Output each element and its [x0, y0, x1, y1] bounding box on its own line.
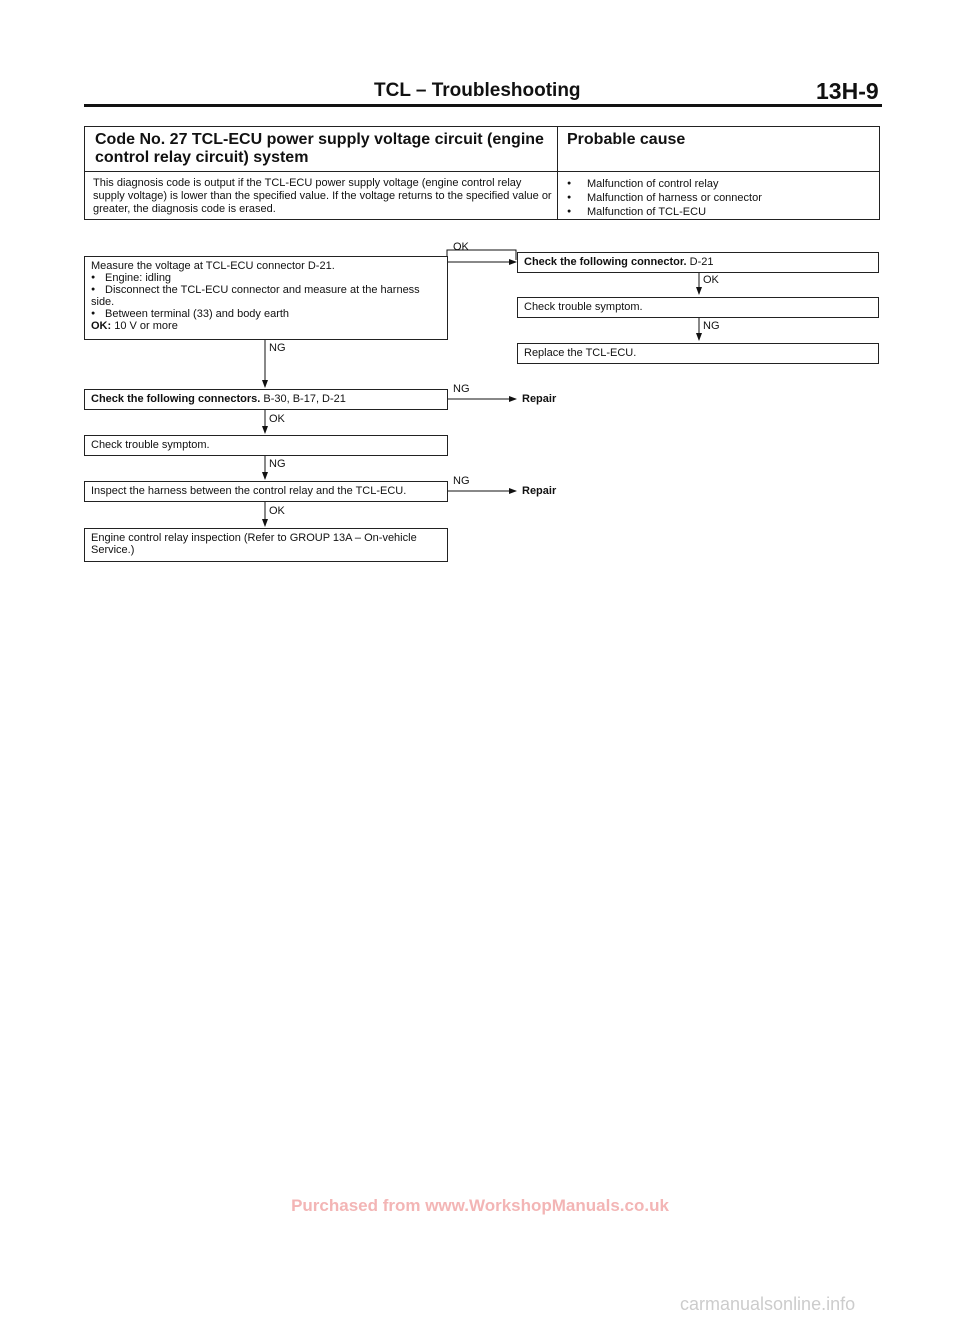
check-connectors-box [84, 389, 448, 410]
measure-conditions [91, 272, 441, 320]
site-watermark: carmanualsonline.info [680, 1294, 856, 1314]
check-symptom-left-box [84, 435, 448, 456]
label-ng-right: NG [703, 320, 720, 332]
ok-criterion-label: OK: [91, 320, 112, 332]
check-connector-id: D-21 [689, 256, 714, 268]
condition-item: ● Between terminal (33) and body earth [91, 308, 441, 320]
condition-item: ● Engine: idling [91, 272, 441, 284]
label-ng-measure: NG [269, 342, 286, 354]
replace-ecu-text: Replace the TCL-ECU. [524, 347, 637, 359]
purchased-notice: Purchased from www.WorkshopManuals.co.uk [291, 1196, 669, 1215]
measure-voltage-box [84, 256, 448, 340]
page-title: TCL – Troubleshooting [374, 80, 581, 101]
repair-harness: Repair [522, 485, 557, 497]
check-symptom-right-box [517, 297, 879, 318]
repair-connectors: Repair [522, 393, 557, 405]
inspect-harness-text: Inspect the harness between the control relay and the TCL-ECU. [91, 485, 407, 497]
ok-criterion-value: 10 V or more [114, 320, 178, 332]
check-symptom-right-text: Check trouble symptom. [524, 301, 643, 313]
label-ok-measure: OK [453, 241, 469, 253]
check-connectors-heading: Check the following connectors. [91, 393, 261, 405]
relay-inspection-box [84, 528, 448, 562]
measure-instruction: Measure the voltage at TCL-ECU connector D-21. [91, 260, 335, 272]
check-connectors-list: B-30, B-17, D-21 [263, 393, 346, 405]
check-symptom-left-text: Check trouble symptom. [91, 439, 210, 451]
check-connector-right-box [517, 252, 879, 273]
label-ok-right: OK [703, 274, 719, 286]
cause-item: ● Malfunction of harness or connector [567, 191, 762, 205]
label-ng-symptom: NG [269, 458, 286, 470]
cause-item: ● Malfunction of control relay [567, 177, 762, 191]
page-number: 13H-9 [816, 78, 879, 104]
label-ng-harness: NG [453, 475, 470, 487]
replace-ecu-box [517, 343, 879, 364]
probable-cause-heading: Probable cause [567, 131, 686, 148]
inspect-harness-box [84, 481, 448, 502]
diagnosis-description: This diagnosis code is output if the TCL-ECU power supply voltage (engine control relay supply voltage) is lower than the specified value. If the voltage returns to the specified value or greater, the diagnosis code is erased. [93, 177, 552, 215]
ok-criterion [91, 320, 441, 332]
label-ng-connectors: NG [453, 383, 470, 395]
label-ok-connectors: OK [269, 413, 285, 425]
condition-item: ● Disconnect the TCL-ECU connector and measure at the harness side. [91, 284, 441, 308]
relay-inspection-text: Engine control relay inspection (Refer to GROUP 13A – On-vehicle Service.) [91, 532, 417, 556]
check-connector-heading: Check the following connector. [524, 256, 687, 268]
label-ok-harness: OK [269, 505, 285, 517]
diagnosis-code-title: Code No. 27 TCL-ECU power supply voltage circuit (engine control relay circuit) system [95, 131, 544, 166]
cause-item: ● Malfunction of TCL-ECU [567, 205, 762, 219]
